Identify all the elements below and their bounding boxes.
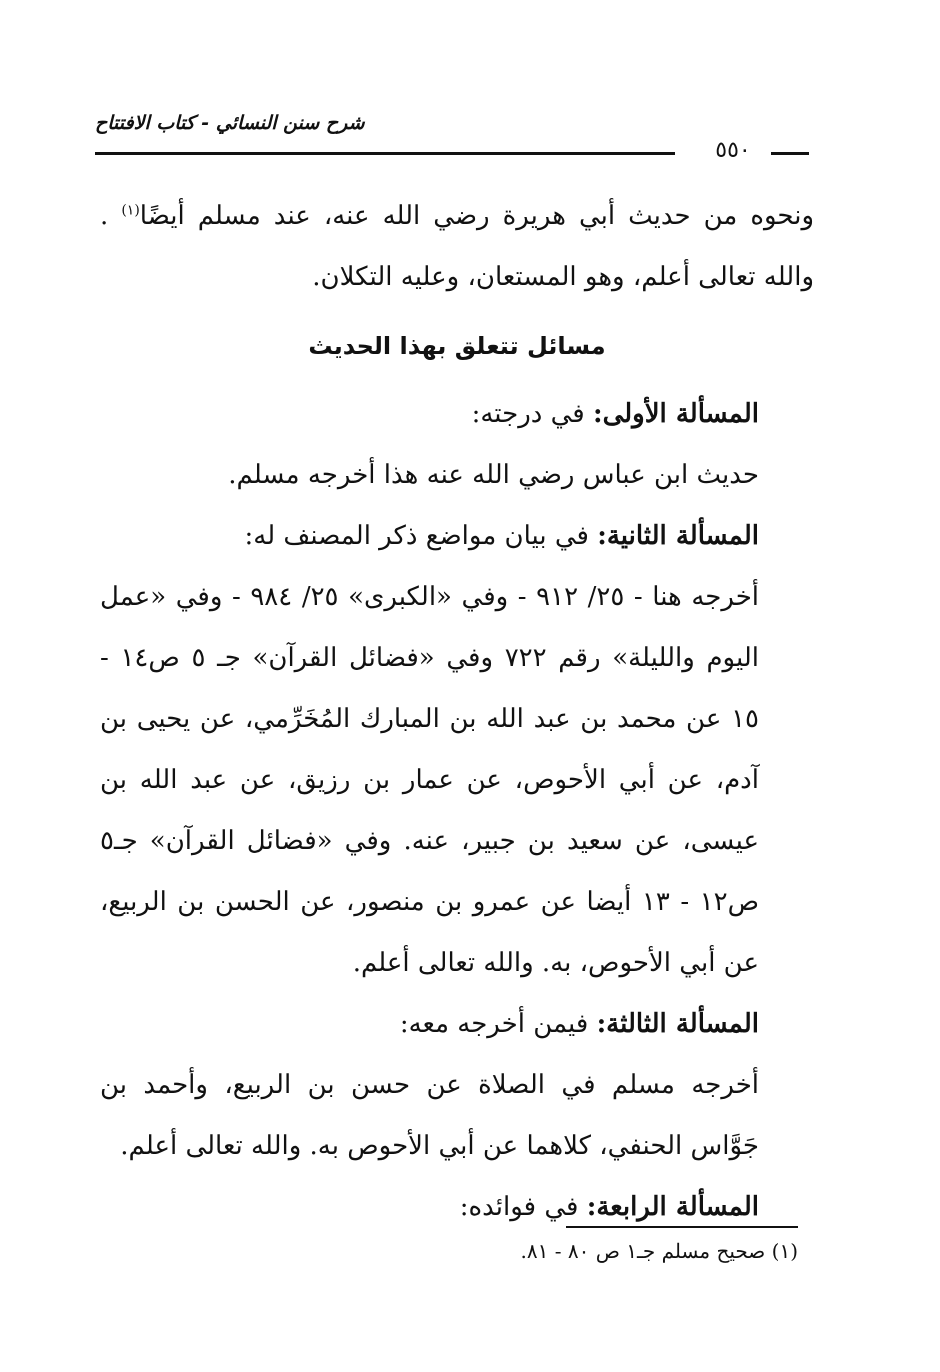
question-1-label: المسألة الأولى: [592, 399, 759, 429]
footnote-ref: (١) [121, 202, 140, 219]
question-2 [100, 506, 814, 567]
question-4-label: المسألة الرابعة: [586, 1192, 759, 1222]
footnote-1: (١) صحيح مسلم جـ١ ص ٨٠ - ٨١. [520, 1239, 798, 1263]
question-2-label: المسألة الثانية: [597, 521, 759, 551]
page-number-dash [771, 152, 809, 155]
question-3-label: المسألة الثالثة: [596, 1009, 759, 1039]
question-4 [100, 1177, 814, 1238]
page-number: ٥٥٠ [715, 138, 751, 163]
question-3 [100, 994, 814, 1055]
intro-text: ونحوه من حديث أبي هريرة رضي الله عنه، عند مسلم أيضًا [139, 201, 815, 231]
section-heading: مسائل تتعلق بهذا الحديث [308, 332, 606, 360]
intro-text-line2: تعالى أعلم، وهو المستعان، وعليه التكلان. [312, 262, 756, 292]
question-1-title: في درجته: [471, 399, 585, 429]
question-4-title: في فوائده: [459, 1192, 579, 1222]
header-rule [95, 152, 675, 155]
question-1-body: حديث ابن عباس رضي الله عنه هذا أخرجه مسلم. [228, 460, 759, 490]
question-2-body: أخرجه هنا - ٢٥/ ٩١٢ - وفي «الكبرى» ٢٥/ ٩٨٤ - وفي «عمل اليوم والليلة» رقم ٧٢٢ وفي «فضائل القرآن» جـ ٥ ص١٤ - ١٥ عن محمد بن عبد الله بن المبارك المُخَرِّمي، عن يحيى بن آدم، عن أبي الأحوص، عن عمار بن رزيق، عن عبد الله بن عيسى، عن سعيد بن جبير، عنه. وفي «فضائل القرآن» جـ٥ ص١٢ - ١٣ أيضا عن عمرو بن منصور، عن الحسن بن الربيع، عن أبي الأحوص، به. والله تعالى أعلم. [100, 582, 759, 978]
page-header [95, 108, 810, 168]
question-3-body: أخرجه مسلم في الصلاة عن حسن بن الربيع، وأحمد بن جَوَّاس الحنفي، كلاهما عن أبي الأحوص به. والله تعالى أعلم. [100, 1070, 759, 1161]
footnote-rule [566, 1226, 798, 1228]
intro-text-end: . والله [100, 201, 814, 292]
intro-paragraph [100, 186, 814, 308]
question-1 [100, 384, 814, 445]
running-title: شرح سنن النسائي - كتاب الافتتاح [95, 112, 365, 134]
question-3-title: فيمن أخرجه معه: [399, 1009, 589, 1039]
page-body [100, 186, 814, 1238]
question-2-title: في بيان مواضع ذكر المصنف له: [244, 521, 589, 551]
